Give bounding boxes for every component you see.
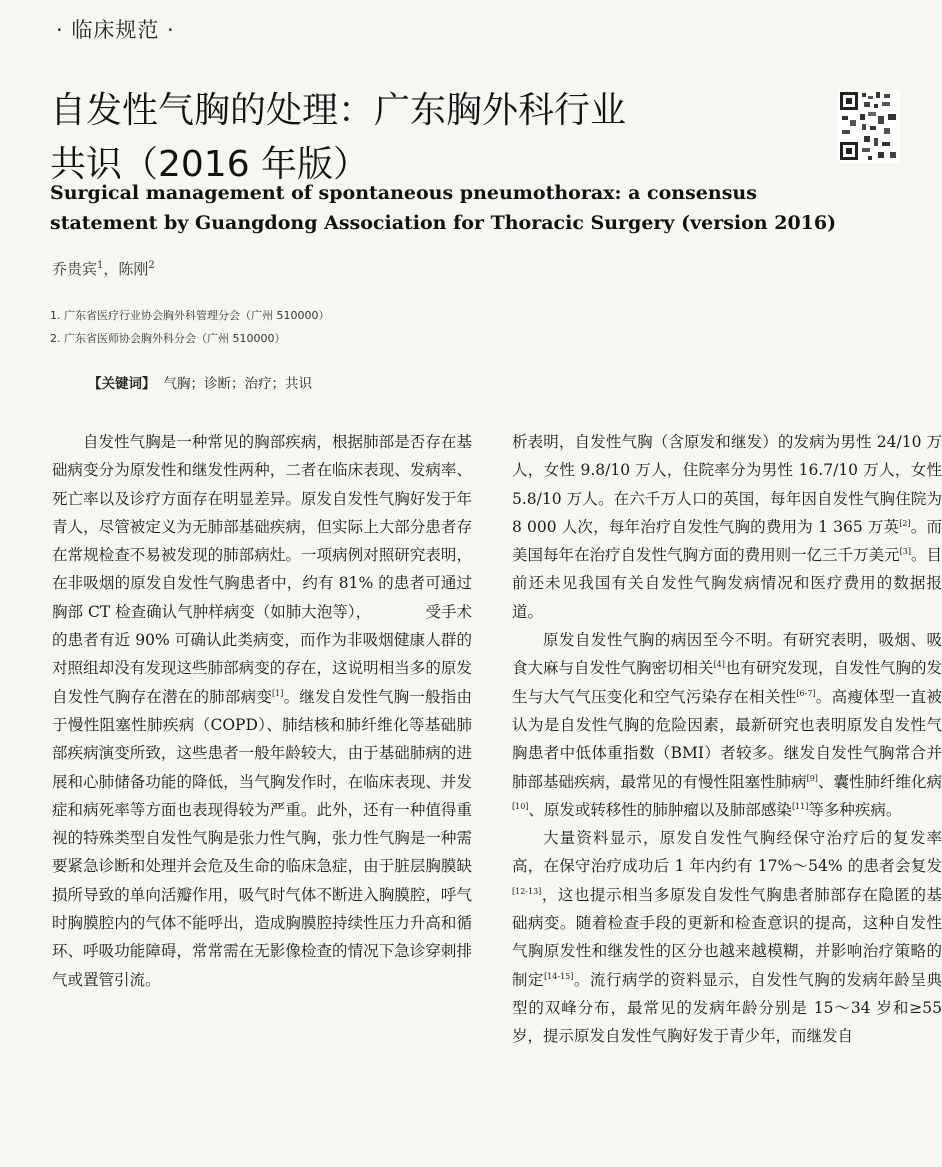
citation-ref: [4] [713, 660, 725, 670]
body-text: 。继发自发性气胸一般指由于慢性阻塞性肺疾病（COPD）、肺结核和肺纤维化等基础肺部疾病演变所致，这些患者一般年龄较大，由于基础肺病的进展和心肺储备功能的降低，当气胸发作时，在临床表现、并发症和病死率等方面也表现得较为严重。此外，还有一种值得重视的特殊类型自发性气胸是张力性气胸，张力性气胸是一种需要紧急诊断和处理并会危及生命的临床急症，由于脏层胸膜缺损所导致的单向活瓣作用，吸气时气体不断进入胸膜腔，呼气时胸膜腔内的气体不能呼出，造成胸膜腔持续性压力升高和循环、呼吸功能障碍，常常需在无影像检查的情况下急诊穿刺排气或置管引流。 [52, 687, 472, 989]
affiliation-item: 1. 广东省医疗行业协会胸外科管理分会（广州 510000） [50, 309, 330, 322]
title-zh-line1: 自发性气胸的处理：广东胸外科行业 [50, 90, 627, 131]
body-text: 。而美国每年在治疗自发性气胸方面的费用则一亿三千万美元 [512, 517, 942, 565]
body-text: 等多种疾病。 [808, 800, 902, 819]
article-title-en: Surgical management of spontaneous pneumothorax: a consensus statement by Guangdong Association for Thoracic Surgery (version 2016) [50, 182, 837, 234]
citation-ref: [9] [806, 773, 818, 783]
citation-ref: [1] [272, 688, 284, 698]
body-text: 、囊性肺纤维化病 [817, 772, 942, 791]
author-name: 陈刚 [118, 260, 149, 278]
citation-ref: [3] [899, 547, 911, 557]
body-column-left [52, 428, 472, 994]
body-text: 。高瘦体型一直被认为是自发性气胸的危险因素，最新研究也表明原发自发性气胸患者中低体重指数（BMI）者较多。继发自发性气胸常合并肺部基础疾病，最常见的有慢性阻塞性肺病 [512, 687, 942, 791]
body-text: 也有研究发现，自发性气胸的发生与大气气压变化和空气污染存在相关性 [512, 659, 942, 706]
citation-ref: [2] [899, 518, 911, 528]
body-paragraph [52, 428, 472, 994]
body-text: 原发自发性气胸的病因至今不明。有研究表明，吸烟、吸食大麻与自发性气胸密切相关 [512, 631, 942, 678]
article-title-zh [50, 84, 770, 192]
keywords [88, 372, 312, 392]
author-affil-mark: 2 [148, 260, 155, 271]
keywords-label: 【关键词】 [88, 376, 156, 392]
citation-ref: [12-13] [512, 886, 542, 896]
body-column-right [512, 428, 942, 1051]
citation-ref: [6-7] [796, 688, 816, 698]
body-paragraph [512, 824, 942, 1050]
affiliation-item: 2. 广东省医师协会胸外科分会（广州 510000） [50, 332, 286, 345]
body-text: 大量资料显示，原发自发性气胸经保守治疗后的复发率高，在保守治疗成功后 1 年内约有 17%～54% 的患者会复发 [512, 829, 942, 876]
citation-ref: [11] [791, 801, 809, 811]
author-name: 乔贵宾 [52, 260, 98, 278]
author-line [52, 258, 155, 279]
qr-code-icon [838, 90, 900, 162]
author-separator: ， [103, 260, 119, 278]
author-affil-mark: 1 [97, 260, 104, 271]
body-text: 析表明，自发性气胸（含原发和继发）的发病为男性 24/10 万人，女性 9.8/10 万人，住院率分为男性 16.7/10 万人，女性 5.8/10 万人。在六千万人口的英国，每年因自发性气胸住院为 8 000 人次，每年治疗自发性气胸的费用为 1 365 万英 [512, 433, 942, 536]
body-paragraph [512, 428, 942, 626]
citation-ref: [14-15] [544, 971, 574, 981]
body-paragraph [512, 626, 942, 824]
citation-ref: [10] [512, 801, 529, 811]
affiliations [50, 304, 329, 350]
keywords-text: 气胸；诊断；治疗；共识 [163, 376, 312, 392]
title-zh-line2: 共识（2016 年版） [50, 144, 370, 185]
body-text: 自发性气胸是一种常见的胸部疾病，根据肺部是否存在基础病变分为原发性和继发性两种，二者在临床表现、发病率、死亡率以及诊疗方面存在明显差异。原发自发性气胸好发于年青人，尽管被定义为无肺部基础疾病，但实际上大部分患者存在常规检查不易被发现的肺部病灶。一项病例对照研究表明，在非吸烟的原发自发性气胸患者中，约有 81% 的患者可通过胸部 CT 检查确认气肿样病变（如肺大泡等）， 受手术的患者有近 90% 可确认此类病变，而作为非吸烟健康人群的对照组却没有发现这些肺部病变的存在，这说明相当多的原发自发性气胸存在潜在的肺部病变 [52, 433, 472, 706]
body-text: 、原发或转移性的肺肿瘤以及肺部感染 [528, 800, 792, 819]
body-text: 。目前还未见我国有关自发性气胸发病情况和医疗费用的数据报道。 [512, 546, 942, 621]
body-text: ，这也提示相当多原发自发性气胸患者肺部存在隐匿的基础病变。随着检查手段的更新和检查意识的提高，这种自发性气胸原发性和继发性的区分也越来越模糊，并影响治疗策略的制定 [512, 885, 942, 989]
body-text: 。流行病学的资料显示，自发性气胸的发病年龄呈典型的双峰分布，最常见的发病年龄分别是 15～34 岁和≥55 岁，提示原发自发性气胸好发于青少年，而继发自 [512, 970, 942, 1046]
section-tag: · 临床规范 · [56, 18, 175, 42]
